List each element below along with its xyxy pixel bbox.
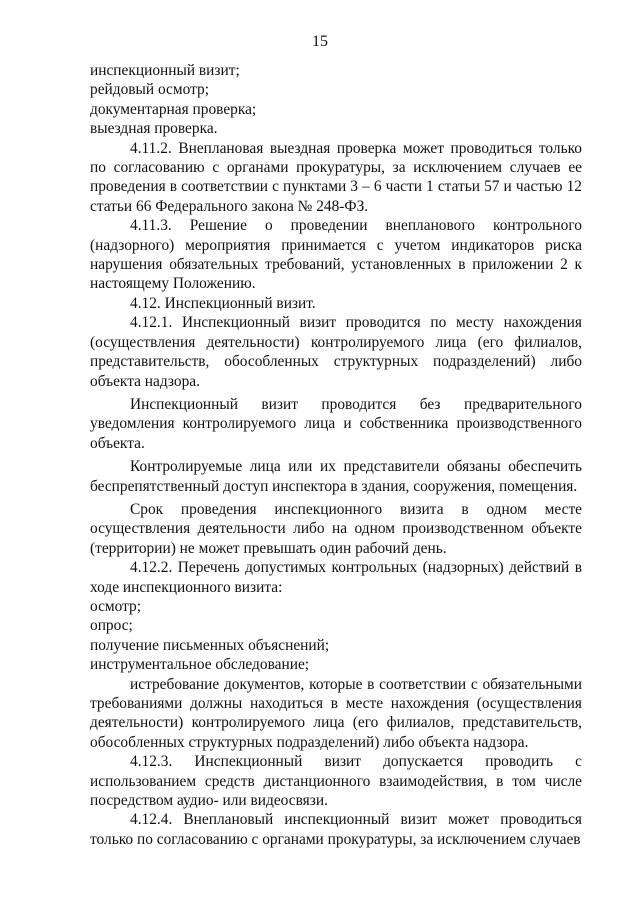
list-item: инструментальное обследование; [90,656,310,674]
paragraph: 4.12.4. Внеплановый инспекционный визит может проводиться только по согласованию с органами прокуратуры, за исключением случаев [90,811,582,848]
list-item: выездная проверка. [90,120,218,138]
paragraph: Срок проведения инспекционного визита в одном месте осуществления деятельности либо на одном производственном объекте (территории) не может превышать один рабочий день. [90,500,582,557]
paragraph: 4.12.1. Инспекционный визит проводится по месту нахождения (осуществления деятельности) контролируемого лица (его филиалов, представительств, обособленных структурных подразделений) либо объекта надзора. [90,314,582,390]
paragraph: 4.12.2. Перечень допустимых контрольных (надзорных) действий в ходе инспекционного визита: [90,559,582,596]
paragraph: 4.12.3. Инспекционный визит допускается проводить с использованием средств дистанционного взаимодействия, в том числе посредством аудио- или видеосвязи. [90,753,582,810]
paragraph: истребование документов, которые в соответствии с обязательными требованиями должны находиться в месте нахождения (осуществления деятельности) контролируемого лица (его филиалов, представительств, обособленных структурных подразделений) либо объекта надзора. [90,675,582,751]
page-number: 15 [312,33,328,50]
paragraph: 4.11.2. Внеплановая выездная проверка может проводиться только по согласованию с органами прокуратуры, за исключением случаев ее проведения в соответствии с пунктами 3 – 6 части 1 статьи 57 и частью 12 статьи 66 Федерального закона № 248-ФЗ. [90,139,582,215]
list-item: опрос; [90,617,133,635]
section-heading: 4.12. Инспекционный визит. [130,294,316,312]
list-item: получение письменных объяснений; [90,636,330,654]
list-item: осмотр; [90,597,142,615]
paragraph: 4.11.3. Решение о проведении внепланового контрольного (надзорного) мероприятия принимается с учетом индикаторов риска нарушения обязательных требований, установленных в приложении 2 к настоящему Положению. [90,217,582,293]
list-item: рейдовый осмотр; [90,81,210,99]
list-item: инспекционный визит; [90,62,240,79]
paragraph: Контролируемые лица или их представители обязаны обеспечить беспрепятственный доступ инспектора в здания, сооружения, помещения. [90,458,582,495]
list-item: документарная проверка; [90,100,257,118]
paragraph: Инспекционный визит проводится без предварительного уведомления контролируемого лица и собственника производственного объекта. [90,395,582,452]
document-body [90,61,582,849]
